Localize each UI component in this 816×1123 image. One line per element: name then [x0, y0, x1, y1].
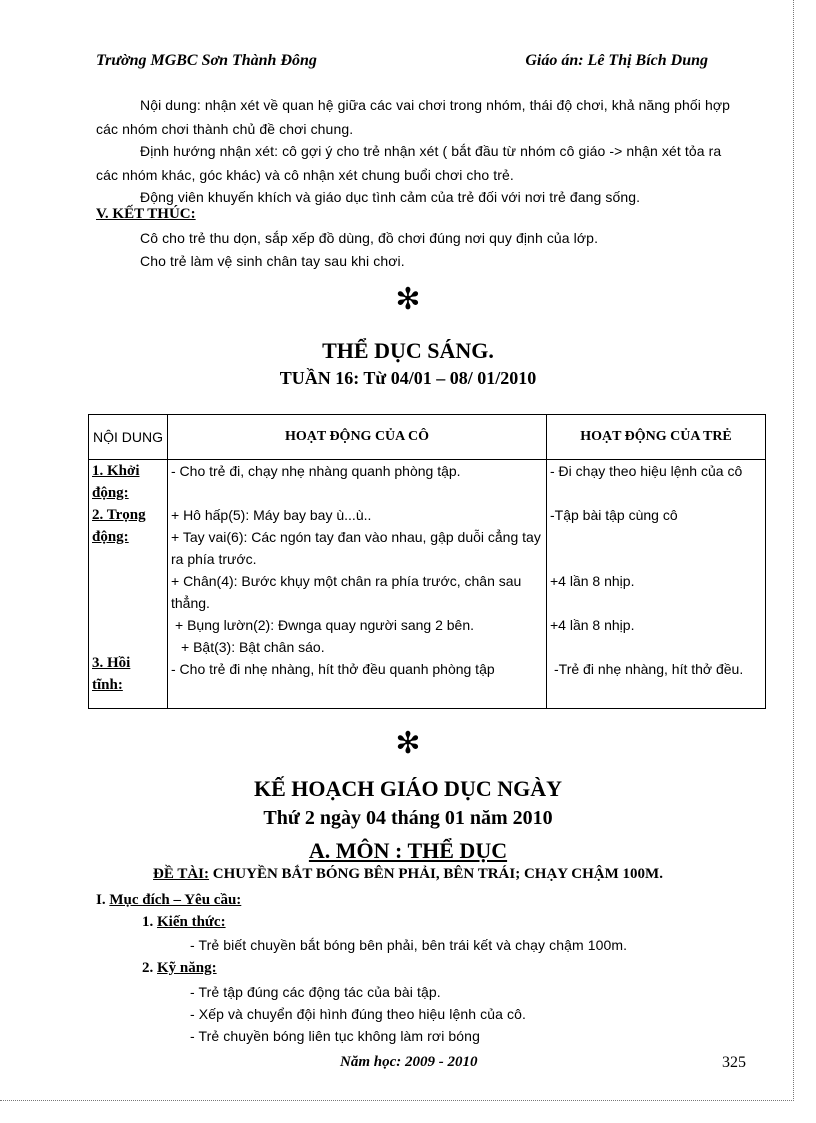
section-title: Mục đích – Yêu cầu: — [109, 892, 242, 908]
teacher-cooldown: - Cho trẻ đi nhẹ nhàng, hít thở đều quanh phòng tập — [171, 661, 495, 677]
plan-subject: A. MÔN : THỂ DỤC — [308, 838, 508, 863]
plan-topic-label: ĐỀ TÀI: — [153, 866, 210, 882]
skills-item-2: - Xếp và chuyển đội hình đúng theo hiệu lệnh của cô. — [190, 1006, 526, 1022]
header-teacher: HOẠT ĐỘNG CỦA CÔ — [168, 415, 547, 460]
child-reps-2: +4 lần 8 nhịp. — [550, 617, 635, 633]
intro-paragraph-encouragement: Động viên khuyến khích và giáo dục tình cảm của trẻ đối với nơi trẻ đang sống. — [140, 189, 641, 205]
morning-title: THỂ DỤC SÁNG. — [322, 338, 494, 363]
child-cooldown: -Trẻ đi nhẹ nhàng, hít thở đều. — [554, 661, 744, 677]
plan-title: KẾ HOẠCH GIÁO DỤC NGÀY — [253, 776, 562, 801]
section-number: I. — [96, 892, 110, 908]
skills-item-1: - Trẻ tập đúng các động tác của bài tập. — [190, 984, 441, 1000]
stage-column — [89, 460, 168, 709]
table-row — [89, 460, 766, 709]
page-border-bottom — [0, 1100, 794, 1101]
skills-number: 2. — [142, 960, 157, 976]
morning-week: TUẦN 16: Từ 04/01 – 08/ 01/2010 — [279, 368, 537, 388]
divider-icon: ✻ — [395, 726, 421, 761]
teacher-legs: + Chân(4): Bước khụy một chân ra phía trước, chân sau thẳng. — [171, 573, 522, 611]
teacher-arms: + Tay vai(6): Các ngón tay đan vào nhau, gập duỗi cẳng tay ra phía trước. — [171, 529, 541, 567]
section-heading — [96, 892, 241, 909]
footer-year: Năm học: 2009 - 2010 — [340, 1054, 478, 1070]
teacher-column — [168, 460, 547, 709]
child-main: -Tập bài tập cùng cô — [550, 507, 678, 523]
child-warmup: - Đi chạy theo hiệu lệnh của cô — [550, 463, 743, 479]
plan-topic-line — [0, 866, 816, 883]
divider-icon: ✻ — [395, 282, 421, 317]
skills-item-3: - Trẻ chuyền bóng liên tục không làm rơi bóng — [190, 1028, 480, 1044]
knowledge-item: - Trẻ biết chuyền bắt bóng bên phải, bên trái kết và chạy chậm 100m. — [190, 937, 628, 953]
page-number: 325 — [722, 1054, 746, 1071]
plan-date: Thứ 2 ngày 04 tháng 01 năm 2010 — [263, 807, 553, 829]
child-reps-1: +4 lần 8 nhịp. — [550, 573, 635, 589]
table-header-row — [89, 415, 766, 460]
child-column — [547, 460, 766, 709]
closing-line-1: Cô cho trẻ thu dọn, sắp xếp đồ dùng, đồ chơi đúng nơi quy định của lớp. — [140, 230, 599, 246]
teacher-breathing: + Hô hấp(5): Máy bay bay ù...ù.. — [171, 507, 372, 523]
knowledge-number: 1. — [142, 914, 157, 930]
page-border-right — [793, 0, 794, 1101]
header-school: Trường MGBC Sơn Thành Đông — [96, 52, 317, 69]
stage-main: 2. Trọng động: — [92, 507, 146, 545]
teacher-abdomen: + Bụng lườn(2): Đwnga quay người sang 2 bên. — [175, 617, 475, 633]
knowledge-title: Kiến thức: — [157, 914, 226, 930]
plan-subject-wrap — [0, 838, 816, 864]
exercise-table — [88, 414, 766, 709]
header-author: Giáo án: Lê Thị Bích Dung — [525, 52, 708, 69]
teacher-warmup: - Cho trẻ đi, chạy nhẹ nhàng quanh phòng tập. — [171, 463, 461, 479]
plan-topic: CHUYỀN BẮT BÓNG BÊN PHẢI, BÊN TRÁI; CHẠY CHẬM 100M. — [209, 866, 663, 882]
skills-title: Kỹ năng: — [157, 960, 217, 976]
intro-paragraph-guidance: Định hướng nhận xét: cô gợi ý cho trẻ nhận xét ( bắt đầu từ nhóm cô giáo -> nhận xét tỏa ra các nhóm khác, góc khác) và cô nhận xét chung buổi chơi cho trẻ. — [96, 143, 722, 183]
header-content: NỘI DUNG — [89, 415, 168, 460]
header-child: HOẠT ĐỘNG CỦA TRẺ — [547, 415, 766, 460]
teacher-jump: + Bật(3): Bật chân sáo. — [181, 639, 325, 655]
intro-paragraph-content: Nội dung: nhận xét về quan hệ giữa các vai chơi trong nhóm, thái độ chơi, khả năng phối hợp các nhóm chơi thành chủ đề chơi chung. — [96, 97, 731, 137]
knowledge-heading — [142, 914, 226, 931]
stage-cooldown: 3. Hồi tĩnh: — [92, 655, 131, 693]
stage-warmup: 1. Khởi động: — [92, 463, 140, 501]
skills-heading — [142, 960, 217, 977]
closing-line-2: Cho trẻ làm vệ sinh chân tay sau khi chơi. — [140, 253, 405, 269]
closing-heading: V. KẾT THÚC: — [96, 206, 196, 222]
